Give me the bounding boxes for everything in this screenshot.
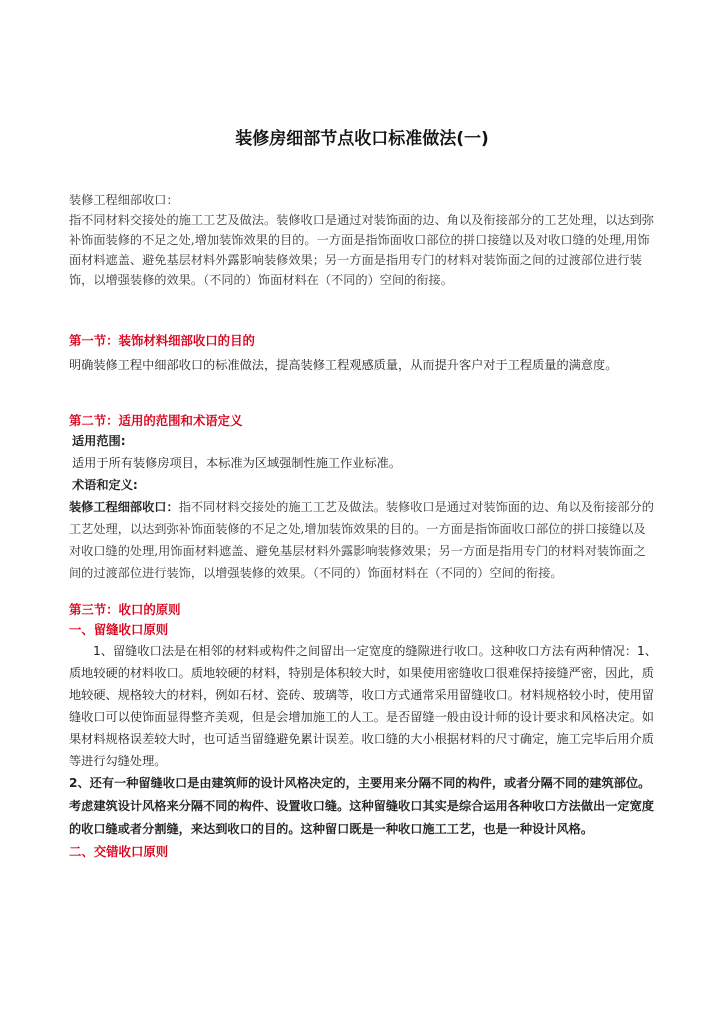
section-1	[69, 331, 657, 379]
term-definition	[69, 496, 657, 584]
section-3-heading: 第三节：收口的原则	[69, 602, 181, 617]
scope-label: 适用范围:	[72, 434, 126, 448]
section-2	[69, 411, 657, 584]
section-2-heading: 第二节：适用的范围和术语定义	[69, 413, 243, 428]
section-1-text: 明确装修工程中细部收口的标准做法，提高装修工程观感质量，从而提升客户对于工程质量的满意度。	[69, 358, 618, 372]
sub-1-text: 1、留缝收口法是在相邻的材料或构件之间留出一定宽度的缝隙进行收口。这种收口方法有两种情况：1、质地较硬的材料收口。质地较硬的材料，特别是体积较大时，如果使用密缝收口很难保持接缝严密，因此，质地较硬、规格较大的材料，例如石材、瓷砖、玻璃等，收口方式通常采用留缝收口。材料规格较小时，使用留缝收口可以使饰面显得整齐美观，但是会增加施工的人工。是否留缝一般由设计师的设计要求和风格决定。如果材料规格误差较大时，也可适当留缝避免累计误差。收口缝的大小根据材料的尺寸确定，施工完毕后用介质等进行勾缝处理。	[69, 644, 657, 768]
intro-block	[69, 190, 657, 290]
section-1-heading: 第一节：装饰材料细部收口的目的	[69, 333, 255, 348]
document-title: 装修房细部节点收口标准做法(一)	[235, 129, 489, 149]
sub-1-bold-text: 2、还有一种留缝收口是由建筑师的设计风格决定的，主要用来分隔不同的构件，或者分隔不同的建筑部位。考虑建筑设计风格来分隔不同的构件、设置收口缝。这种留缝收口其实是综合运用各种收口方法做出一定宽度的收口缝或者分割缝，来达到收口的目的。这种留口既是一种收口施工工艺，也是一种设计风格。	[69, 776, 654, 836]
section-3	[69, 600, 657, 863]
terms-label: 术语和定义:	[72, 478, 138, 492]
intro-label: 装修工程细部收口：	[69, 193, 179, 207]
term-text: 指不同材料交接处的施工工艺及做法。装修收口是通过对装饰面的边、角以及衔接部分的工艺处理，以达到弥补饰面装修的不足之处,增加装饰效果的目的。一方面是指饰面收口部位的拼口接缝以及对收口缝的处理,用饰面材料遮盖、避免基层材料外露影响装修效果；另一方面是指用专门的材料对装饰面之间的过渡部位进行装饰，以增强装修的效果。（不同的）饰面材料在（不同的）空间的衔接。	[69, 500, 654, 580]
intro-text: 指不同材料交接处的施工工艺及做法。装修收口是通过对装饰面的边、角以及衔接部分的工艺处理，以达到弥补饰面装修的不足之处,增加装饰效果的目的。一方面是指饰面收口部位的拼口接缝以及对收口缝的处理,用饰面材料遮盖、避免基层材料外露影响装修效果；另一方面是指用专门的材料对装饰面之间的过渡部位进行装饰，以增强装修的效果。（不同的）饰面材料在（不同的）空间的衔接。	[69, 213, 654, 287]
sub-heading-1: 一、留缝收口原则	[69, 622, 169, 637]
sub-heading-2: 二、交错收口原则	[69, 844, 169, 859]
scope-text: 适用于所有装修房项目，本标准为区域强制性施工作业标准。	[72, 456, 402, 470]
term-name: 装修工程细部收口：	[69, 500, 179, 514]
